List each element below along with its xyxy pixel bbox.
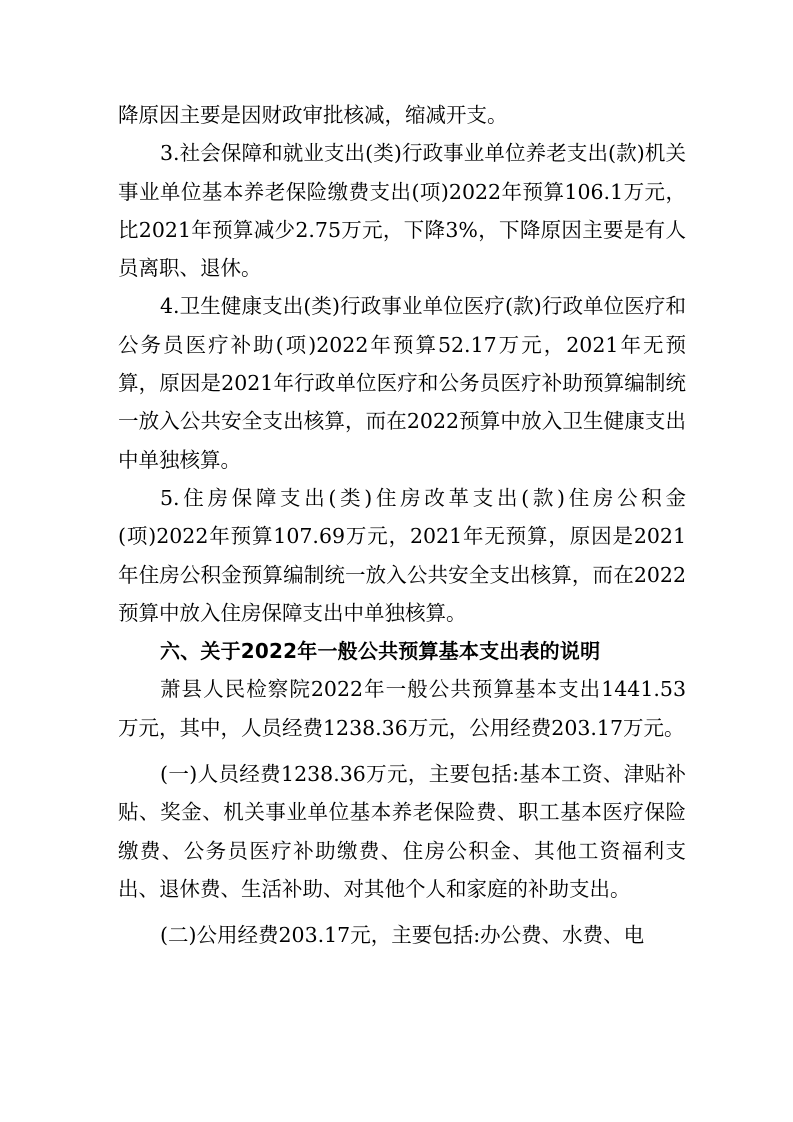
paragraph-continuation: 降原因主要是因财政审批核减，缩减开支。: [118, 103, 508, 127]
paragraph-item-4: 4.卫生健康支出(类)行政事业单位医疗(款)行政单位医疗和公务员医疗补助(项)2022年预算52.17万元，2021年无预算，原因是2021年行政单位医疗和公务员医疗补助预算编制统一放入公共安全支出核算，而在2022预算中放入卫生健康支出中单独核算。: [118, 294, 686, 472]
paragraph-item-3: 3.社会保障和就业支出(类)行政事业单位养老支出(款)机关事业单位基本养老保险缴费支出(项)2022年预算106.1万元，比2021年预算减少2.75万元，下降3%，下降原因主要是有人员离职、退休。: [118, 141, 686, 281]
section-heading: 六、关于2022年一般公共预算基本支出表的说明: [160, 639, 601, 664]
document-body: [118, 96, 686, 955]
paragraph-personnel-costs: (一)人员经费1238.36万元，主要包括:基本工资、津贴补贴、奖金、机关事业单位基本养老保险费、职工基本医疗保险缴费、公务员医疗补助缴费、住房公积金、其他工资福利支出、退休费、生活补助、对其他个人和家庭的补助支出。: [118, 762, 686, 901]
paragraph-summary: 萧县人民检察院2022年一般公共预算基本支出1441.53万元，其中，人员经费1238.36万元，公用经费203.17万元。: [118, 677, 686, 740]
paragraph-item-5: 5.住房保障支出(类)住房改革支出(款)住房公积金(项)2022年预算107.69万元，2021年无预算，原因是2021年住房公积金预算编制统一放入公共安全支出核算，而在2022预算中放入住房保障支出中单独核算。: [118, 485, 686, 625]
paragraph-public-costs: (二)公用经费203.17元，主要包括:办公费、水费、电: [160, 923, 645, 948]
